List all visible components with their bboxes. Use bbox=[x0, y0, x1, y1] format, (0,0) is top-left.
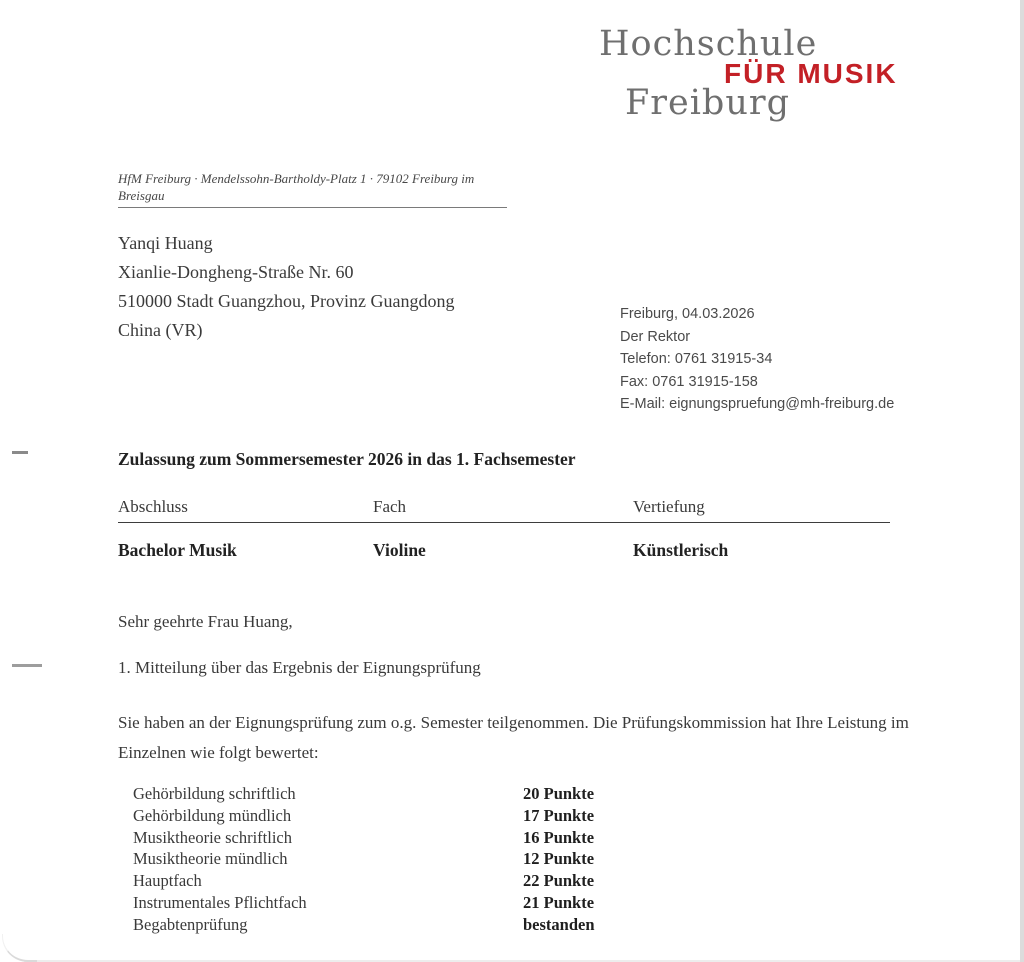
result-label: Musiktheorie mündlich bbox=[133, 849, 288, 869]
fold-mark-middle bbox=[12, 664, 42, 667]
result-value: 12 Punkte bbox=[523, 849, 595, 869]
program-table-header-row bbox=[118, 497, 890, 523]
result-row bbox=[133, 805, 595, 827]
result-row bbox=[133, 827, 595, 849]
result-row bbox=[133, 914, 595, 936]
fold-mark-top bbox=[12, 451, 28, 454]
logo-text-hochschule: Hochschule bbox=[599, 24, 818, 64]
header-fach: Fach bbox=[373, 497, 407, 516]
recipient-street: Xianlie-Dongheng-Straße Nr. 60 bbox=[118, 262, 354, 282]
value-fach: Violine bbox=[373, 540, 426, 560]
result-row bbox=[133, 848, 595, 870]
salutation: Sehr geehrte Frau Huang, bbox=[118, 612, 293, 631]
result-label: Musiktheorie schriftlich bbox=[133, 827, 293, 847]
result-value: 17 Punkte bbox=[523, 805, 595, 825]
result-value: 21 Punkte bbox=[523, 892, 595, 912]
page-corner-bottom-left bbox=[2, 934, 37, 962]
result-label: Gehörbildung mündlich bbox=[133, 805, 292, 825]
result-row bbox=[133, 783, 595, 805]
subject-line: Zulassung zum Sommersemester 2026 in das 1. Fachsemester bbox=[118, 449, 576, 469]
result-label: Begabtenprüfung bbox=[133, 914, 248, 934]
value-vertiefung: Künstlerisch bbox=[633, 540, 729, 560]
value-abschluss: Bachelor Musik bbox=[118, 540, 237, 560]
sender-return-address: HfM Freiburg · Mendelssohn-Bartholdy-Platz 1 · 79102 Freiburg im Breisgau bbox=[118, 170, 507, 208]
result-label: Instrumentales Pflichtfach bbox=[133, 892, 307, 912]
exam-results-list bbox=[133, 783, 595, 936]
recipient-country: China (VR) bbox=[118, 320, 203, 340]
page-edge-right bbox=[1020, 0, 1024, 962]
recipient-city: 510000 Stadt Guangzhou, Provinz Guangdong bbox=[118, 291, 455, 311]
header-abschluss: Abschluss bbox=[118, 497, 188, 516]
contact-telephone: Telefon: 0761 31915-34 bbox=[620, 351, 773, 367]
result-row bbox=[133, 870, 595, 892]
result-value: 22 Punkte bbox=[523, 871, 595, 891]
result-label: Gehörbildung schriftlich bbox=[133, 784, 296, 803]
result-row bbox=[133, 892, 595, 914]
section-heading: 1. Mitteilung über das Ergebnis der Eignungsprüfung bbox=[118, 658, 481, 677]
header-vertiefung: Vertiefung bbox=[633, 497, 705, 516]
result-value: 16 Punkte bbox=[523, 827, 595, 847]
result-value: 20 Punkte bbox=[523, 784, 595, 803]
logo-text-freiburg: Freiburg bbox=[625, 83, 791, 123]
logo-text-fuer-musik: FÜR MUSIK bbox=[724, 58, 898, 89]
program-table bbox=[118, 497, 890, 561]
contact-email: E-Mail: eignungspruefung@mh-freiburg.de bbox=[620, 396, 895, 412]
letter-author: Der Rektor bbox=[620, 328, 691, 345]
contact-fax: Fax: 0761 31915-158 bbox=[620, 373, 758, 390]
recipient-name: Yanqi Huang bbox=[118, 233, 213, 253]
letter-date: Freiburg, 04.03.2026 bbox=[620, 306, 755, 322]
recipient-address bbox=[118, 229, 454, 345]
result-label: Hauptfach bbox=[133, 871, 202, 891]
contact-info-block bbox=[620, 303, 894, 416]
body-paragraph: Sie haben an der Eignungsprüfung zum o.g. Semester teilgenommen. Die Prüfungskommission hat Ihre Leistung im Einzelnen wie folgt bewertet: bbox=[118, 713, 909, 762]
result-value: bestanden bbox=[523, 914, 595, 934]
program-table-data-row bbox=[118, 523, 890, 561]
